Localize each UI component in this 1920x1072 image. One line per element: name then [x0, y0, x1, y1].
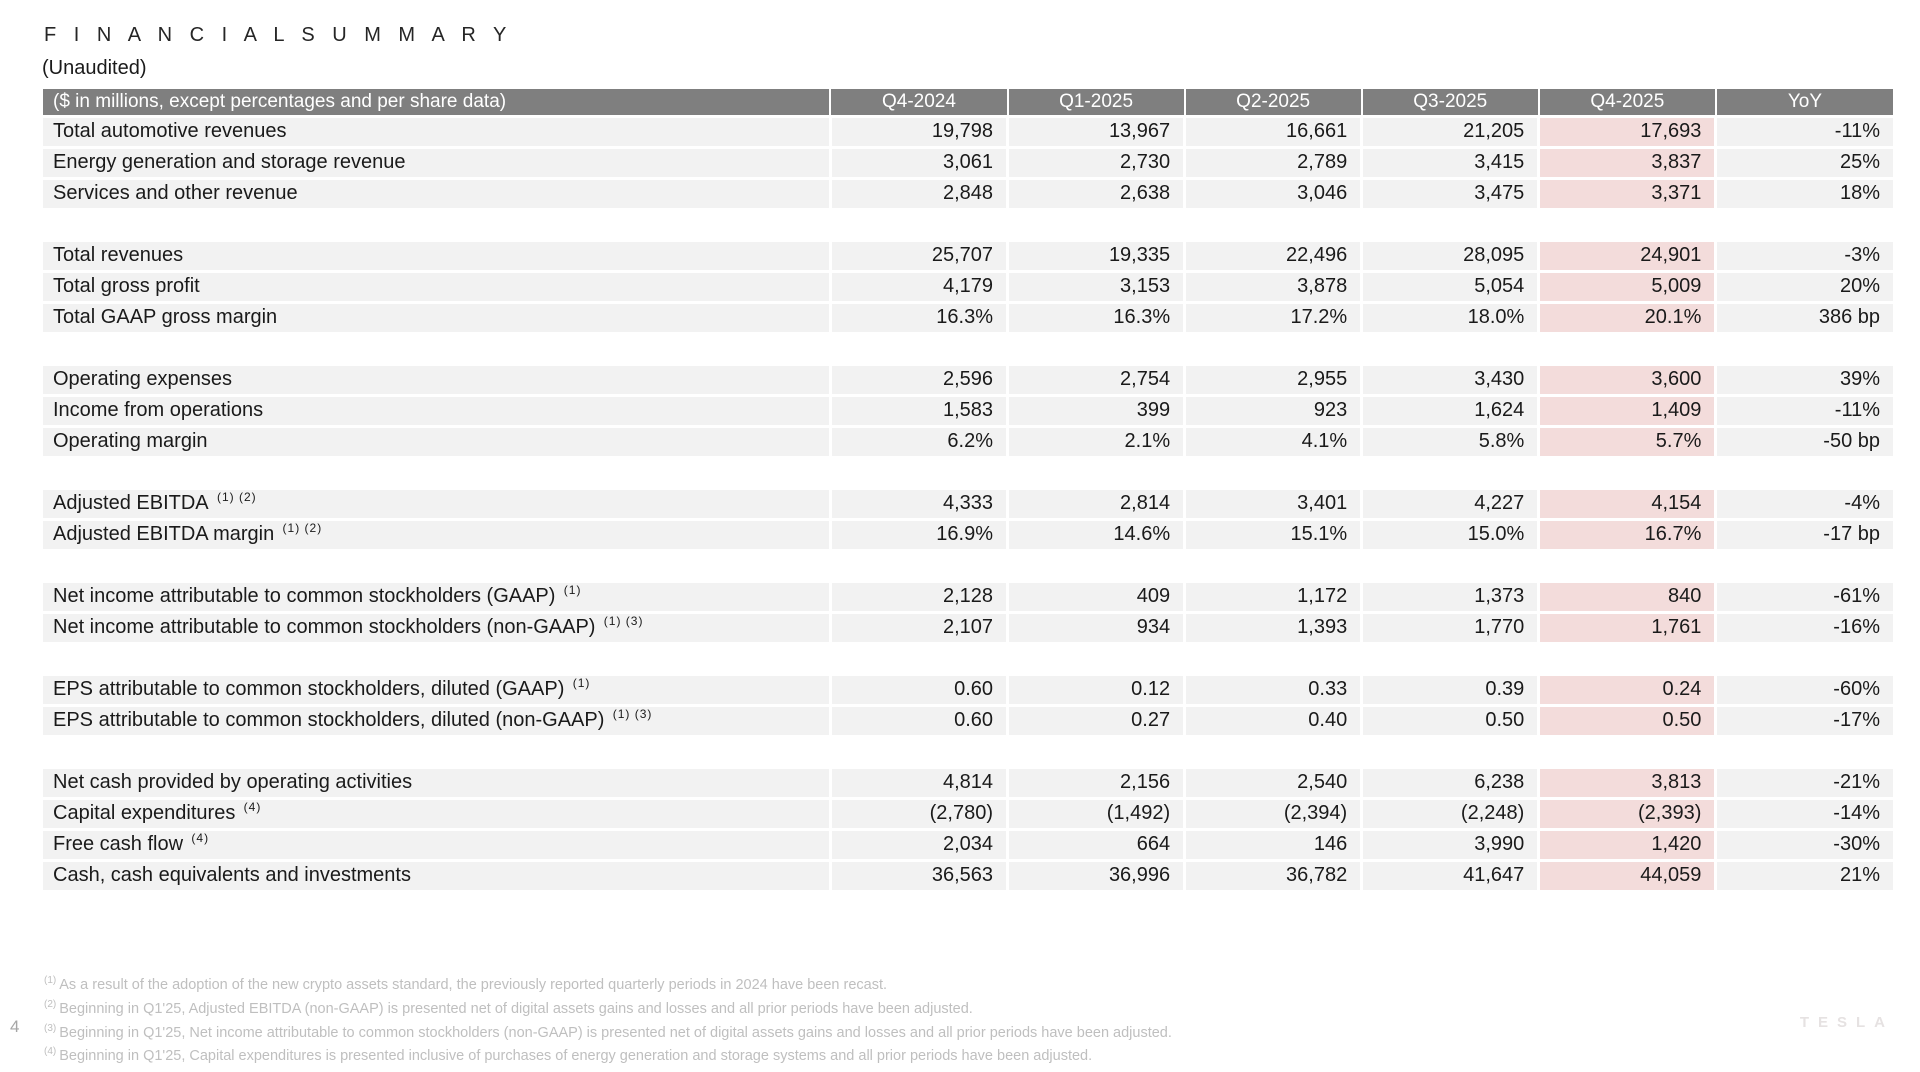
row-label: Services and other revenue	[43, 178, 830, 209]
row-label: Net income attributable to common stockholders (non-GAAP) $^{(1) (3)}$	[43, 612, 830, 643]
cell-value: 36,782	[1185, 860, 1362, 891]
cell-highlighted: 3,600	[1539, 364, 1716, 395]
table-row	[43, 705, 1893, 736]
cell-value: 13,967	[1008, 116, 1185, 147]
cell-value: 3,153	[1008, 271, 1185, 302]
spacer-row	[43, 209, 1893, 240]
cell-value: 2,638	[1008, 178, 1185, 209]
column-header: Q4-2024	[830, 89, 1007, 116]
cell-value: 0.27	[1008, 705, 1185, 736]
spacer-row	[43, 333, 1893, 364]
footnote-reference: (1) (3)	[608, 707, 653, 722]
row-label: Operating margin	[43, 426, 830, 457]
cell-value: 2,034	[830, 829, 1007, 860]
cell-value: -21%	[1716, 767, 1893, 798]
row-label: Capital expenditures $^{(4)}$	[43, 798, 830, 829]
cell-highlighted: 5,009	[1539, 271, 1716, 302]
cell-value: -11%	[1716, 395, 1893, 426]
table-row	[43, 395, 1893, 426]
cell-value: 1,373	[1362, 581, 1539, 612]
cell-highlighted: 5.7%	[1539, 426, 1716, 457]
cell-value: 0.60	[830, 705, 1007, 736]
table-row	[43, 240, 1893, 271]
row-label: Adjusted EBITDA $^{(1) (2)}$	[43, 488, 830, 519]
cell-value: 5.8%	[1362, 426, 1539, 457]
cell-value: 664	[1008, 829, 1185, 860]
row-label: Total GAAP gross margin	[43, 302, 830, 333]
spacer-row	[43, 550, 1893, 581]
footnote-line	[44, 971, 1172, 995]
cell-value: 3,401	[1185, 488, 1362, 519]
column-header: YoY	[1716, 89, 1893, 116]
page-title: F I N A N C I A L S U M M A R Y	[44, 24, 513, 46]
cell-value: 2.1%	[1008, 426, 1185, 457]
cell-value: 3,475	[1362, 178, 1539, 209]
table-row	[43, 178, 1893, 209]
cell-highlighted: 3,837	[1539, 147, 1716, 178]
cell-value: 19,335	[1008, 240, 1185, 271]
table-row	[43, 612, 1893, 643]
table-body	[43, 116, 1893, 891]
table-row	[43, 488, 1893, 519]
cell-value: 4,333	[830, 488, 1007, 519]
row-label: Total gross profit	[43, 271, 830, 302]
footnote-line	[44, 1019, 1172, 1043]
cell-value: 15.1%	[1185, 519, 1362, 550]
page-number: 4	[10, 1017, 20, 1036]
cell-highlighted: 16.7%	[1539, 519, 1716, 550]
table-row	[43, 860, 1893, 891]
cell-value: -11%	[1716, 116, 1893, 147]
cell-highlighted: 24,901	[1539, 240, 1716, 271]
row-label: Net cash provided by operating activities	[43, 767, 830, 798]
cell-highlighted: 840	[1539, 581, 1716, 612]
cell-highlighted: 17,693	[1539, 116, 1716, 147]
row-label: Adjusted EBITDA margin $^{(1) (2)}$	[43, 519, 830, 550]
cell-value: 18%	[1716, 178, 1893, 209]
cell-value: 5,054	[1362, 271, 1539, 302]
table-row	[43, 116, 1893, 147]
column-header: Q2-2025	[1185, 89, 1362, 116]
cell-value: 20%	[1716, 271, 1893, 302]
cell-value: 28,095	[1362, 240, 1539, 271]
cell-value: 16.9%	[830, 519, 1007, 550]
cell-value: -4%	[1716, 488, 1893, 519]
spacer-row	[43, 457, 1893, 488]
cell-value: 16.3%	[830, 302, 1007, 333]
table-row	[43, 302, 1893, 333]
tesla-wordmark: TESLA	[1799, 1014, 1894, 1031]
footnote-reference: (1) (2)	[212, 490, 257, 505]
spacer-row	[43, 643, 1893, 674]
cell-value: -14%	[1716, 798, 1893, 829]
row-label: Cash, cash equivalents and investments	[43, 860, 830, 891]
footnote-marker: (2)	[44, 998, 57, 1010]
table-header	[43, 89, 1893, 116]
cell-value: 1,624	[1362, 395, 1539, 426]
cell-value: 41,647	[1362, 860, 1539, 891]
cell-value: 21,205	[1362, 116, 1539, 147]
table-row	[43, 829, 1893, 860]
table-row	[43, 147, 1893, 178]
footnotes	[44, 971, 1172, 1066]
cell-value: (1,492)	[1008, 798, 1185, 829]
footnote-marker: (1)	[44, 975, 57, 986]
cell-value: 22,496	[1185, 240, 1362, 271]
row-label: Net income attributable to common stockholders (GAAP) $^{(1)}$	[43, 581, 830, 612]
cell-value: -30%	[1716, 829, 1893, 860]
row-label: Free cash flow $^{(4)}$	[43, 829, 830, 860]
cell-highlighted: 3,371	[1539, 178, 1716, 209]
cell-value: 16,661	[1185, 116, 1362, 147]
financial-summary-table	[43, 89, 1893, 893]
cell-value: 2,156	[1008, 767, 1185, 798]
footnote-line	[44, 995, 1172, 1019]
cell-value: -3%	[1716, 240, 1893, 271]
cell-value: (2,394)	[1185, 798, 1362, 829]
cell-value: 399	[1008, 395, 1185, 426]
cell-value: 36,563	[830, 860, 1007, 891]
row-label: Operating expenses	[43, 364, 830, 395]
footnote-reference: (1)	[568, 676, 591, 691]
cell-value: 934	[1008, 612, 1185, 643]
page-subtitle: (Unaudited)	[42, 57, 147, 79]
row-label: EPS attributable to common stockholders, diluted (GAAP) $^{(1)}$	[43, 674, 830, 705]
cell-value: 18.0%	[1362, 302, 1539, 333]
footnote-text: Beginning in Q1'25, Capital expenditures is presented inclusive of purchases of energy generation and storage systems and all prior periods have been adjusted.	[59, 1048, 1093, 1065]
cell-value: 2,789	[1185, 147, 1362, 178]
table-row	[43, 767, 1893, 798]
cell-highlighted: (2,393)	[1539, 798, 1716, 829]
cell-highlighted: 4,154	[1539, 488, 1716, 519]
column-header: Q3-2025	[1362, 89, 1539, 116]
cell-value: 2,730	[1008, 147, 1185, 178]
cell-value: 2,848	[830, 178, 1007, 209]
cell-value: 36,996	[1008, 860, 1185, 891]
cell-value: -17%	[1716, 705, 1893, 736]
footnote-text: Beginning in Q1'25, Net income attributable to common stockholders (non-GAAP) is presented net of digital assets gains and losses and all prior periods have been adjusted.	[59, 1024, 1172, 1041]
row-label: Energy generation and storage revenue	[43, 147, 830, 178]
cell-value: 0.60	[830, 674, 1007, 705]
table-row	[43, 674, 1893, 705]
cell-highlighted: 1,761	[1539, 612, 1716, 643]
cell-value: 1,393	[1185, 612, 1362, 643]
cell-value: 25,707	[830, 240, 1007, 271]
cell-value: 19,798	[830, 116, 1007, 147]
cell-value: (2,780)	[830, 798, 1007, 829]
cell-value: 3,061	[830, 147, 1007, 178]
cell-value: 6.2%	[830, 426, 1007, 457]
cell-value: 3,990	[1362, 829, 1539, 860]
footnote-reference: (4)	[239, 800, 262, 815]
cell-highlighted: 0.50	[1539, 705, 1716, 736]
row-label: EPS attributable to common stockholders, diluted (non-GAAP) $^{(1) (3)}$	[43, 705, 830, 736]
cell-value: 4,227	[1362, 488, 1539, 519]
cell-value: 1,583	[830, 395, 1007, 426]
cell-value: 2,814	[1008, 488, 1185, 519]
cell-value: 409	[1008, 581, 1185, 612]
footnote-line	[44, 1042, 1172, 1066]
cell-value: 0.39	[1362, 674, 1539, 705]
cell-value: 0.40	[1185, 705, 1362, 736]
cell-value: 14.6%	[1008, 519, 1185, 550]
cell-value: -50 bp	[1716, 426, 1893, 457]
cell-highlighted: 20.1%	[1539, 302, 1716, 333]
cell-value: 2,754	[1008, 364, 1185, 395]
cell-value: 4,814	[830, 767, 1007, 798]
footnote-reference: (1) (2)	[278, 521, 323, 536]
footnote-marker: (3)	[44, 1022, 57, 1034]
cell-value: 39%	[1716, 364, 1893, 395]
column-header: Q1-2025	[1008, 89, 1185, 116]
footnote-reference: (1) (3)	[599, 614, 644, 629]
cell-value: 21%	[1716, 860, 1893, 891]
cell-value: (2,248)	[1362, 798, 1539, 829]
cell-value: 2,596	[830, 364, 1007, 395]
cell-value: 25%	[1716, 147, 1893, 178]
cell-value: -16%	[1716, 612, 1893, 643]
cell-value: 2,540	[1185, 767, 1362, 798]
cell-value: 0.12	[1008, 674, 1185, 705]
column-header: Q4-2025	[1539, 89, 1716, 116]
cell-value: 0.50	[1362, 705, 1539, 736]
cell-value: -61%	[1716, 581, 1893, 612]
footnote-text: As a result of the adoption of the new crypto assets standard, the previously reported quarterly periods in 2024 have been recast.	[59, 976, 888, 993]
cell-value: 16.3%	[1008, 302, 1185, 333]
footnote-reference: (4)	[187, 831, 210, 846]
row-label: Income from operations	[43, 395, 830, 426]
cell-value: -60%	[1716, 674, 1893, 705]
cell-value: 2,955	[1185, 364, 1362, 395]
table-row	[43, 581, 1893, 612]
footnote-reference: (1)	[559, 583, 582, 598]
cell-value: 3,878	[1185, 271, 1362, 302]
units-header: ($ in millions, except percentages and per share data)	[43, 89, 830, 116]
footnote-text: Beginning in Q1'25, Adjusted EBITDA (non-GAAP) is presented net of digital assets gains and losses and all prior periods have been adjusted.	[59, 1000, 973, 1017]
cell-value: 4,179	[830, 271, 1007, 302]
table-row	[43, 519, 1893, 550]
row-label: Total revenues	[43, 240, 830, 271]
cell-value: 0.33	[1185, 674, 1362, 705]
cell-value: 3,415	[1362, 147, 1539, 178]
cell-highlighted: 1,409	[1539, 395, 1716, 426]
cell-highlighted: 44,059	[1539, 860, 1716, 891]
cell-value: 1,172	[1185, 581, 1362, 612]
cell-value: 6,238	[1362, 767, 1539, 798]
cell-value: 3,046	[1185, 178, 1362, 209]
table-header-row	[43, 89, 1893, 116]
footnote-marker: (4)	[44, 1046, 57, 1058]
cell-value: 923	[1185, 395, 1362, 426]
table-row	[43, 426, 1893, 457]
table-row	[43, 798, 1893, 829]
cell-value: 1,770	[1362, 612, 1539, 643]
cell-value: 4.1%	[1185, 426, 1362, 457]
cell-value: 3,430	[1362, 364, 1539, 395]
cell-value: -17 bp	[1716, 519, 1893, 550]
cell-value: 146	[1185, 829, 1362, 860]
row-label: Total automotive revenues	[43, 116, 830, 147]
cell-value: 15.0%	[1362, 519, 1539, 550]
cell-highlighted: 1,420	[1539, 829, 1716, 860]
cell-highlighted: 0.24	[1539, 674, 1716, 705]
cell-value: 386 bp	[1716, 302, 1893, 333]
spacer-row	[43, 736, 1893, 767]
cell-value: 2,107	[830, 612, 1007, 643]
table-row	[43, 271, 1893, 302]
table-row	[43, 364, 1893, 395]
cell-value: 2,128	[830, 581, 1007, 612]
cell-highlighted: 3,813	[1539, 767, 1716, 798]
cell-value: 17.2%	[1185, 302, 1362, 333]
